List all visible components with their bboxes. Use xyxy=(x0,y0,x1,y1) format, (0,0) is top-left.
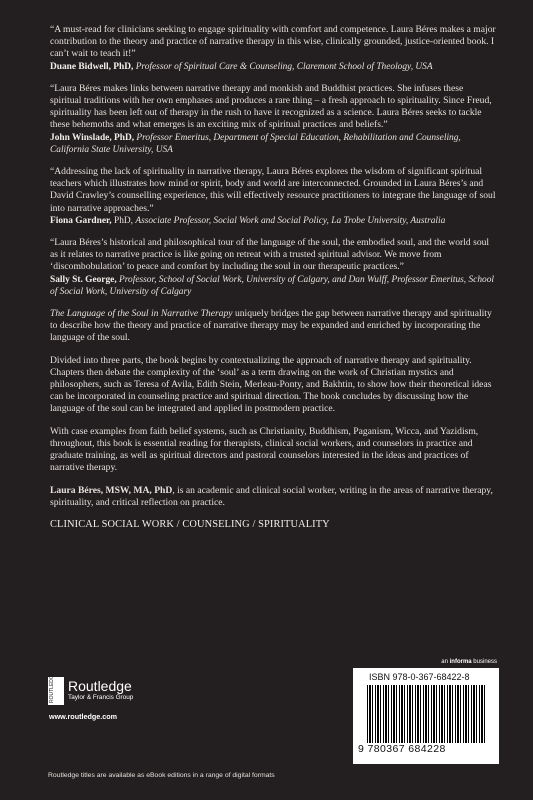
informa-prefix: an xyxy=(441,659,450,665)
endorser-affiliation: Professor Emeritus, Department of Special Education, Rehabilitation and Counseling, California State University, USA xyxy=(50,132,461,155)
endorser-affiliation: Professor, School of Social Work, University of Calgary, and Dan Wulff, Professor Emeritus, School of Social Work, University of Calgary xyxy=(50,274,494,297)
description-structure xyxy=(50,355,496,416)
informa-brand: informa xyxy=(449,659,472,665)
author-bio xyxy=(50,485,496,509)
endorser-name: Fiona Gardner, xyxy=(50,215,112,226)
endorsement xyxy=(50,24,496,73)
endorser-affiliation: Associate Professor, Social Work and Social Policy, La Trobe University, Australia xyxy=(135,215,446,226)
endorser-name: Sally St. George, xyxy=(50,274,117,285)
endorsement xyxy=(50,237,496,298)
endorsement-attribution xyxy=(50,274,496,298)
isbn-barcode xyxy=(353,668,499,764)
endorsement xyxy=(50,83,496,156)
endorsement-quote: “Laura Béres makes links between narrative therapy and monkish and Buddhist practices. She infuses these spiritual traditions with her own emphases and produces a rare thing – a fresh approach to spirituality. Since Freud, spirituality has been left out of therapy in the rush to have it recognized as a science. Laura Béres seeks to tackle these behemoths and what emerges is an exciting mix of spiritual practices and beliefs.” xyxy=(50,82,492,131)
ebook-note: Routledge titles are available as eBook editions in a range of digital formats xyxy=(48,772,275,779)
informa-business-tag xyxy=(441,659,497,665)
informa-suffix: business xyxy=(471,659,497,665)
endorsement-attribution xyxy=(50,61,496,73)
publisher-group: Taylor & Francis Group xyxy=(68,694,134,701)
description-audience xyxy=(50,426,496,475)
endorser-name: John Winslade, PhD, xyxy=(50,132,135,143)
publisher-url: www.routledge.com xyxy=(49,712,118,721)
barcode-bars-icon xyxy=(367,685,485,743)
endorsement-attribution xyxy=(50,132,496,156)
audience-text: With case examples from faith belief systems, such as Christianity, Buddhism, Paganism, Wicca, and Yazidism, throughout, this book is essential reading for therapists, clinical social workers, and counselors in practice and graduate training, as well as spiritual directors and pastoral counselors interested in the ideas and practices of narrative therapy. xyxy=(50,425,479,474)
author-bio-text: , is an academic and clinical social worker, writing in the areas of narrative therapy, spirituality, and critical reflection on practice. xyxy=(50,484,493,508)
endorsement-quote: “Addressing the lack of spirituality in narrative therapy, Laura Béres explores the wisdom of significant spiritual teachers which illustrates how mind or spirit, body and world are interconnected. Grounded in Laura Béres’s and David Crawley’s counselling experience, this will effectively resource practitioners to integrate the language of soul into narrative approaches.” xyxy=(50,166,496,214)
author-name: Laura Béres, MSW, MA, PhD xyxy=(50,484,173,496)
logo-text: ROUTLEDGE xyxy=(49,671,55,703)
routledge-logo-icon xyxy=(48,671,64,705)
endorser-name: Duane Bidwell, PhD, xyxy=(50,61,134,72)
endorser-degree: PhD, xyxy=(111,215,133,226)
intro-text: uniquely bridges the gap between narrative therapy and spirituality to describe how the theory and practice of narrative therapy may be expanded and enriched by incorporating the language of the soul. xyxy=(50,308,492,344)
barcode-number: 9 780367 684228 xyxy=(358,743,446,755)
description-intro xyxy=(50,308,496,345)
endorser-affiliation: Professor of Spiritual Care & Counseling, Claremont School of Theology, USA xyxy=(135,61,433,72)
book-title: The Language of the Soul in Narrative Therapy xyxy=(50,308,233,320)
endorsement xyxy=(50,166,496,227)
back-cover-text xyxy=(50,24,496,531)
endorsement-attribution xyxy=(50,215,496,227)
isbn-label: ISBN 978-0-367-68422-8 xyxy=(369,672,470,682)
structure-text: Divided into three parts, the book begins by contextualizing the approach of narrative therapy and spirituality. Chapters then debate the complexity of the ‘soul’ as a term drawing on the work of Christian mystics and philosophers, such as Teresa of Avila, Edith Stein, Merleau-Ponty, and Bakhtin, to show how their theoretical ideas can be incorporated in counseling practice and spiritual direction. The book concludes by discussing how the language of the soul can be integrated and applied in postmodern practice. xyxy=(50,354,492,415)
subject-category: CLINICAL SOCIAL WORK / COUNSELING / SPIRITUALITY xyxy=(50,518,330,530)
endorsement-quote: “A must-read for clinicians seeking to engage spirituality with comfort and competence. Laura Béres makes a major contribution to the theory and practice of narrative therapy in this wise, clinically grounded, justice-oriented book. I can’t wait to teach it!” xyxy=(50,24,496,60)
endorsement-quote: “Laura Béres’s historical and philosophical tour of the language of the soul, the embodied soul, and the world soul as it relates to narrative practice is like going on retreat with a trusted spiritual advisor. We move from ‘discombobulation’ to peace and comfort by including the soul in our therapeutic practices.” xyxy=(50,237,490,273)
publisher-name: Routledge xyxy=(68,678,132,694)
